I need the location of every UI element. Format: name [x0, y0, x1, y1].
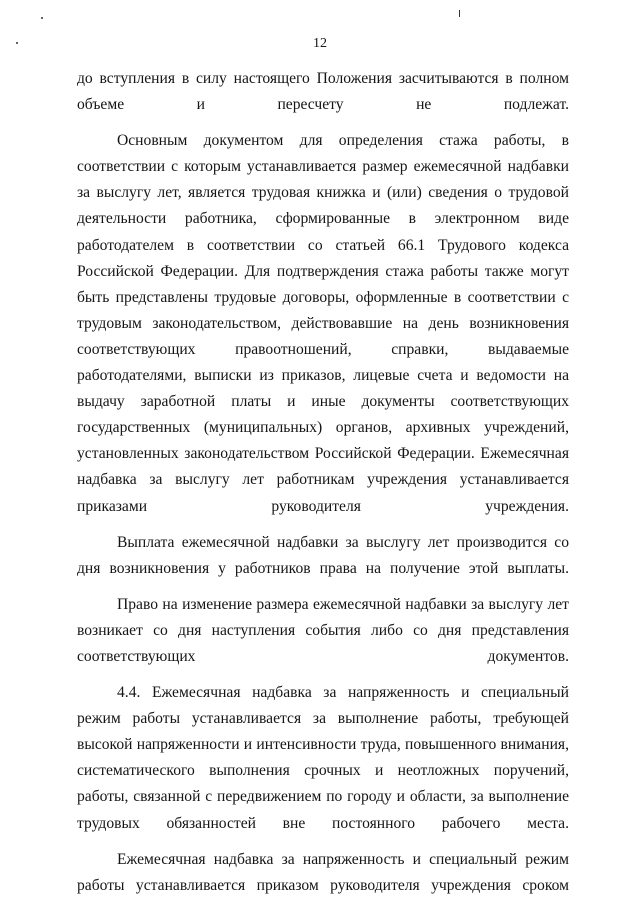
paragraph-line: соответствующих документов.	[77, 647, 569, 665]
paragraph-line: с трудовым законодательством, действовавшие на день возникновения	[77, 288, 569, 332]
scan-speck	[16, 42, 18, 44]
scan-speck	[459, 10, 460, 17]
paragraph-2	[77, 128, 569, 519]
scan-speck	[41, 17, 43, 19]
paragraph-line: Российской Федерации. Для подтверждения стажа работы также могут	[77, 262, 569, 280]
paragraph-line: Ежемесячная надбавка за напряженность и специальный режим	[117, 850, 569, 868]
paragraph-1	[77, 66, 569, 118]
document-body	[77, 66, 569, 899]
paragraph-line: работы устанавливается приказом руководителя учреждения сроком	[77, 876, 569, 894]
paragraph-line: в соответствии с которым устанавливается размер ежемесячной надбавки	[77, 132, 569, 176]
paragraph-line: руководителя учреждения.	[271, 497, 569, 515]
paragraph-line: 4.4. Ежемесячная надбавка за напряженность и специальный режим	[77, 684, 569, 728]
paragraph-line: возникает со дня наступления события либо со дня представления	[77, 621, 569, 639]
paragraph-line: (муниципальных) органов, архивных учреждений, установленных	[77, 419, 569, 463]
paragraph-line: обязанностей вне постоянного рабочего места.	[166, 814, 569, 832]
paragraph-line: платы и иные документы соответствующих государственных	[77, 393, 569, 437]
paragraph-6	[77, 847, 569, 899]
paragraph-line: законодательством Российской Федерации. Ежемесячная надбавка	[77, 445, 569, 489]
paragraph-line: быть представлены трудовые договоры, оформленные в соответствии	[77, 288, 556, 306]
paragraph-line: соответствующих правоотношений, справки, выдаваемые работодателями,	[77, 340, 569, 385]
paragraph-line: объеме и пересчету не подлежат.	[77, 96, 569, 114]
paragraph-line: возникновения у работников права на получение этой выплаты.	[109, 559, 569, 577]
paragraph-line: Право на изменение размера ежемесячной надбавки за выслугу лет	[117, 595, 569, 613]
paragraph-line: деятельности работника, сформированные в электронном виде	[77, 210, 569, 228]
page-number: 12	[313, 36, 327, 51]
paragraph-line: работодателем в соответствии со статьей 66.1 Трудового кодекса	[77, 236, 569, 254]
paragraph-3	[77, 530, 569, 582]
paragraph-line: за выслугу лет работникам учреждения устанавливается приказами	[77, 471, 569, 515]
paragraph-line: за выслугу лет, является трудовая книжка и (или) сведения о трудовой	[77, 184, 569, 202]
paragraph-line: до вступления в силу настоящего Положения засчитываются в полном	[77, 70, 569, 87]
paragraph-line: выписки из приказов, лицевые счета и ведомости на выдачу заработной	[77, 367, 569, 411]
paragraph-5	[77, 680, 569, 837]
paragraph-line: напряженности и интенсивности труда, повышенного внимания,	[136, 736, 569, 754]
paragraph-4	[77, 592, 569, 670]
paragraph-line: связанной с передвижением по городу и области, за выполнение трудовых	[77, 788, 569, 832]
paragraph-line: Основным документом для определения стажа работы,	[117, 132, 546, 150]
paragraph-line: систематического выполнения срочных и неотложных поручений, работы,	[77, 762, 569, 806]
paragraph-line: Выплата ежемесячной надбавки за выслугу лет производится со дня	[77, 533, 569, 577]
paragraph-line: работы устанавливается за выполнение работы, требующей высокой	[77, 710, 569, 754]
